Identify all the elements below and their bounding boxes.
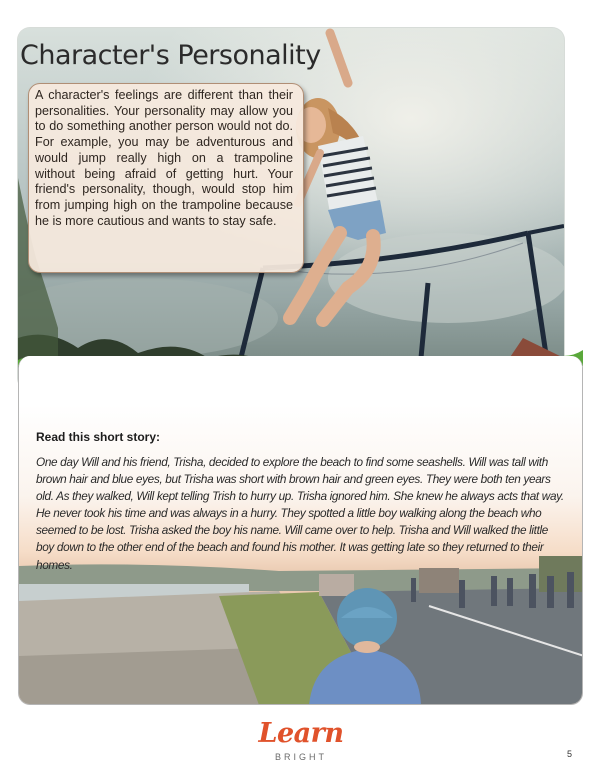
page-title: Character's Personality [20,40,321,71]
intro-text-box [28,83,304,273]
logo-script: Learn [258,718,344,749]
story-paragraph: One day Will and his friend, Trisha, decided to explore the beach to find some seashells. Will was tall with brown hair and blue eyes, but Trisha was short with brown hair and green eyes. They were both ten years old. As they walked, Will kept telling Trish to hurry up. Trisha ignored him. She knew he always acts that way. He never took his time and was always in a hurry. They spotted a little boy walking along the beach who seemed to be lost. Trisha asked the boy his name. Will came over to help. Trisha and Will walked the little boy down to the other end of the beach and found his mother. It was getting late so they returned to their homes. [36,455,564,572]
story-panel [18,356,583,705]
intro-paragraph: A character's feelings are different than their personalities. Your personality may allow you to do something another person would not do. For example, you may be adventurous and would jump really high on a trampoline without being afraid of getting hurt. Your friend's personality, though, would stop him from jumping high on the trampoline because he is more cautious and wants to stay safe. [35,88,293,228]
page-number: 5 [567,749,573,759]
story-heading: Read this short story: [36,430,161,444]
learn-bright-logo [246,718,356,766]
logo-subtitle: BRIGHT [274,752,327,762]
